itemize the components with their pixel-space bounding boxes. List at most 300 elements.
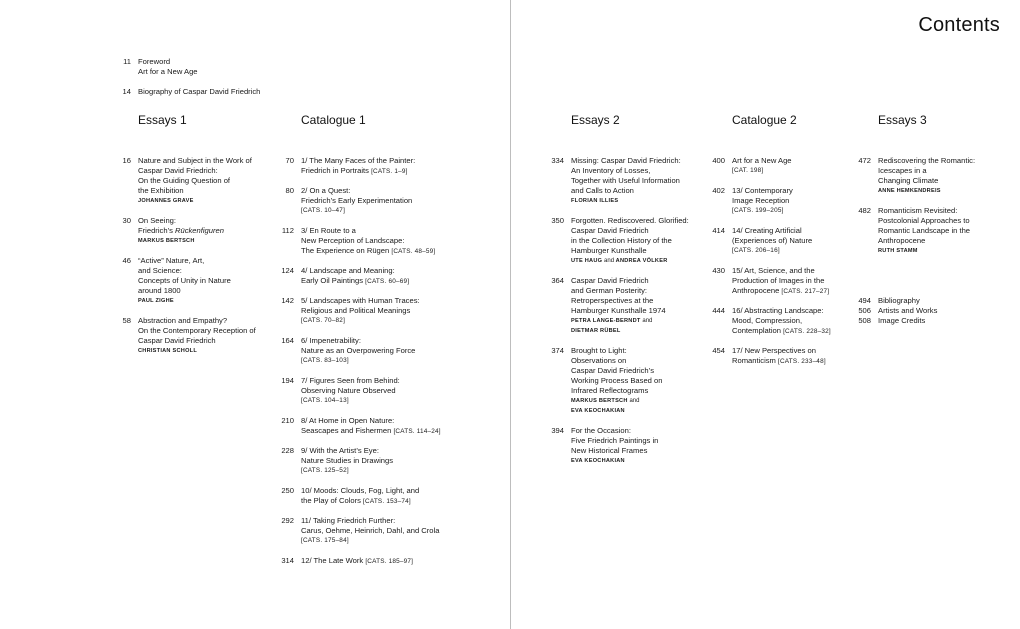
toc-title-text: Changing Climate [878,176,939,185]
catalogue-range: [CATS. 60–69] [365,278,410,285]
toc-entry-title [732,186,793,216]
toc-author-conjunction: and [629,398,640,404]
toc-page-number: 444 [712,306,725,315]
toc-title-text: 6/ Impenetrability: [301,336,361,345]
toc-entry-title [878,156,975,196]
toc-title-text: 10/ Moods: Clouds, Fog, Light, and [301,486,420,495]
toc-title-text: 12/ The Late Work [301,556,366,565]
section-heading-essays2: Essays 2 [571,113,620,127]
toc-page-number: 80 [285,186,294,195]
toc-author [571,406,662,416]
toc-entry[interactable] [694,266,829,297]
toc-title-text: 15/ Art, Science, and the [732,266,815,275]
toc-title-text: Forgotten. Rediscovered. Glorified: [571,216,689,225]
toc-entry-title [732,306,831,337]
toc-entry[interactable] [694,186,793,216]
toc-title-text: (Experiences of) Nature [732,236,813,245]
toc-title-line [571,346,662,356]
toc-title-line [138,276,231,286]
back-matter-entry[interactable] [840,316,925,326]
toc-title-text: On Seeing: [138,216,176,225]
section-heading-essays3: Essays 3 [878,113,927,127]
toc-title-text: Five Friedrich Paintings in [571,436,659,445]
toc-author-name: EVA KEOCHAKIAN [571,458,625,464]
toc-title-line [878,236,970,246]
toc-entry[interactable] [694,156,792,176]
toc-entry[interactable] [263,376,400,406]
toc-title-line [571,156,681,166]
toc-entry[interactable] [263,516,439,546]
toc-entry[interactable] [263,226,435,257]
catalogue-range: [CATS. 228–32] [783,328,831,335]
toc-title-line [138,176,252,186]
toc-author [571,456,658,466]
toc-author-name: FLORIAN ILLIES [571,198,619,204]
toc-title-line [138,216,224,226]
toc-title-text: 7/ Figures Seen from Behind: [301,376,400,385]
toc-title-line [301,526,439,536]
toc-author [878,246,970,256]
toc-title-line [571,356,662,366]
toc-entry-title [878,206,970,256]
toc-title-line [138,226,224,236]
toc-title-line [301,186,412,196]
toc-title-line [301,486,419,496]
toc-title-line [301,306,420,316]
toc-entry-title [301,486,419,507]
toc-page-number: 142 [281,296,294,305]
toc-title-text: The Experience on Rügen [301,246,392,255]
toc-entry[interactable] [694,346,826,367]
toc-page-number: 250 [281,486,294,495]
toc-entry-title [732,226,812,256]
toc-title-line [571,186,681,196]
toc-title-text: and German Posterity: [571,286,647,295]
toc-title-text: Working Process Based on [571,376,663,385]
toc-page-number: 292 [281,516,294,525]
toc-title-line [571,436,658,446]
toc-title-line [571,216,689,226]
toc-title-text: 8/ At Home in Open Nature: [301,416,395,425]
toc-title-text: Hamburger Kunsthalle [571,246,647,255]
toc-title-text: For the Occasion: [571,426,631,435]
toc-entry-title [138,256,231,306]
toc-title-line [571,366,662,376]
toc-title-line [138,156,252,166]
toc-title-text: Friedrich’s Early Experimentation [301,196,413,205]
toc-author [878,186,975,196]
toc-title-text: Art for a New Age [732,156,792,165]
toc-title-line [732,276,829,286]
toc-entry[interactable] [100,156,252,206]
toc-title-text: Friedrich in Portraits [301,166,372,175]
toc-page-number: 58 [122,316,131,325]
toc-page-number: 430 [712,266,725,275]
toc-title-line [138,67,198,77]
toc-page-number: 124 [281,266,294,275]
toc-entry-title [138,216,224,246]
toc-author-name: CHRISTIAN SCHOLL [138,348,198,354]
toc-title-line [732,326,831,337]
toc-entry[interactable] [263,336,415,366]
toc-title-text: Religious and Political Meanings [301,306,411,315]
toc-entry[interactable] [263,556,413,567]
toc-title-line [732,196,793,206]
toc-title-line [301,376,400,386]
toc-entry-title [571,156,681,206]
toc-author-name: EVA KEOCHAKIAN [571,408,625,414]
toc-title-text: Caspar David Friedrich: [138,166,218,175]
toc-page-number: 112 [281,226,294,235]
toc-title-text: Abstraction and Empathy? [138,316,228,325]
toc-title-text: Nature and Subject in the Work of [138,156,252,165]
toc-entry-title: Image Credits [878,316,926,325]
toc-page-number: 506 [858,306,871,315]
toc-title-line [571,296,666,306]
toc-page-number: 14 [122,87,131,96]
toc-entry[interactable] [533,156,681,206]
toc-title-text: 5/ Landscapes with Human Traces: [301,296,420,305]
catalogue-range: [CATS. 153–74] [363,498,411,505]
toc-entry[interactable] [100,256,231,306]
toc-page-number: 394 [551,426,564,435]
toc-title-text: Mood, Compression, [732,316,803,325]
toc-title-line [571,376,662,386]
toc-title-line [878,226,970,236]
toc-author [571,196,681,206]
toc-page-number: 482 [858,206,871,215]
toc-title-line [301,496,419,507]
toc-title-text: “Active” Nature, Art, [138,256,205,265]
toc-title-line [301,556,413,567]
toc-author [571,316,666,326]
toc-title-text: Observing Nature Observed [301,386,396,395]
catalogue-range: [CATS. 1–9] [371,168,408,175]
toc-title-line [732,306,831,316]
catalogue-range: [CAT. 198] [732,167,764,174]
toc-title-text: Contemplation [732,326,784,335]
toc-page-number: 70 [285,156,294,165]
toc-entry-title [301,416,441,437]
toc-entry[interactable] [263,186,412,216]
toc-title-text: 2/ On a Quest: [301,186,351,195]
catalogue-range: [CATS. 199–205] [732,207,784,214]
toc-title-line [732,346,826,356]
toc-title-line [301,226,435,236]
toc-title-line [301,516,439,526]
toc-title-text: and Calls to Action [571,186,634,195]
toc-entry-title [301,156,415,177]
toc-title-line [732,286,829,297]
toc-title-text: Retroperspectives at the [571,296,654,305]
section-heading-catalogue2: Catalogue 2 [732,113,797,127]
toc-title-text: Infrared Reflectograms [571,386,649,395]
toc-title-line [878,176,975,186]
toc-title-line [571,246,689,256]
toc-entry-title [301,296,420,326]
toc-entry-title [138,57,198,77]
toc-title-text: Foreword [138,57,171,66]
toc-entry[interactable] [263,416,441,437]
toc-title-line [732,316,831,326]
toc-title-line [301,166,415,177]
toc-title-text: Carus, Oehme, Heinrich, Dahl, and Crola [301,526,440,535]
toc-entry-title [301,186,412,216]
toc-title-text: Romantic Landscape in the [878,226,971,235]
toc-title-text: Postcolonial Approaches to [878,216,970,225]
toc-entry[interactable] [263,486,419,507]
toc-entry-title [301,556,413,567]
toc-entry[interactable] [694,306,831,337]
toc-title-italic: Rückenfiguren [175,226,224,235]
toc-author [571,326,666,336]
toc-entry[interactable] [840,156,975,196]
toc-author [571,256,689,266]
toc-title-text: 1/ The Many Faces of the Painter: [301,156,416,165]
toc-title-text: Biography of Caspar David Friedrich [138,87,261,96]
toc-title-text: the Play of Colors [301,496,364,505]
toc-entry-title [301,266,409,287]
toc-title-line [732,156,792,166]
toc-page-number: 350 [551,216,564,225]
toc-title-text: Concepts of Unity in Nature [138,276,231,285]
toc-entry-title [138,316,256,356]
toc-entry[interactable] [100,216,224,246]
toc-page-number: 334 [551,156,564,165]
toc-title-line [138,326,256,336]
section-heading-catalogue1: Catalogue 1 [301,113,366,127]
toc-title-line [571,276,666,286]
toc-page-number: 494 [858,296,871,305]
toc-title-text: Hamburger Kunsthalle 1974 [571,306,666,315]
catalogue-range: [CATS. 217–27] [781,288,830,295]
toc-entry[interactable] [694,226,812,256]
toc-title-line [571,426,658,436]
toc-title-line [878,156,975,166]
toc-author [138,236,224,246]
toc-title-text: 14/ Creating Artificial [732,226,802,235]
toc-title-line [571,306,666,316]
toc-title-text: Nature Studies in Drawings [301,456,394,465]
toc-entry-title [301,446,393,476]
toc-title-text: On the Guiding Question of [138,176,231,185]
toc-entry-title [301,336,415,366]
toc-title-text: Together with Useful Information [571,176,680,185]
toc-title-line [732,226,812,236]
toc-entry-title [301,226,435,257]
toc-page-number: 414 [712,226,725,235]
toc-title-text: Seascapes and Fishermen [301,426,394,435]
catalogue-range: [CATS. 175–84] [301,537,349,544]
toc-entry[interactable] [263,446,393,476]
toc-author [138,196,252,206]
front-matter-entry[interactable] [100,57,198,77]
toc-title-line [138,316,256,326]
toc-title-line [571,386,662,396]
toc-page-number: 164 [281,336,294,345]
catalogue-range: [CATS. 10–47] [301,207,346,214]
toc-title-line [138,57,198,67]
toc-title-line [301,456,393,466]
toc-title-line [301,246,435,257]
toc-page-number: 228 [281,446,294,455]
catalogue-range: [CATS. 70–82] [301,317,346,324]
toc-title-line [732,186,793,196]
toc-entry-title [571,216,689,266]
toc-title-text: 9/ With the Artist’s Eye: [301,446,379,455]
toc-title-line [138,286,231,296]
toc-title-line [301,386,400,396]
catalogue-range: [CATS. 114–24] [393,428,441,435]
toc-title-line [138,256,231,266]
toc-title-text: Rediscovering the Romantic: [878,156,976,165]
toc-title-text: 11/ Taking Friedrich Further: [301,516,396,525]
section-heading-essays1: Essays 1 [138,113,187,127]
toc-page-number: 364 [551,276,564,285]
toc-page-number: 400 [712,156,725,165]
toc-title-text: Anthropocene [732,286,782,295]
catalogue-range: [CATS. 83–103] [301,357,349,364]
catalogue-range: [CATS. 206–16] [732,247,780,254]
toc-title-line [138,266,231,276]
toc-title-line [138,87,260,97]
toc-page-number: 454 [712,346,725,355]
toc-title-line [301,266,409,276]
catalogue-range: [CATS. 125–52] [301,467,349,474]
toc-title-line [571,286,666,296]
back-matter-entry[interactable] [840,306,937,316]
toc-title-text: Early Oil Paintings [301,276,366,285]
toc-author-conjunction: and [604,258,615,264]
toc-title-text: 13/ Contemporary [732,186,793,195]
toc-title-text: Missing: Caspar David Friedrich: [571,156,681,165]
toc-entry-title [732,266,829,297]
toc-entry[interactable] [263,266,409,287]
toc-author-name: DIETMAR RÜBEL [571,328,621,334]
toc-author-name: UTE HAUG [571,258,603,264]
toc-title-text: Anthropocene [878,236,926,245]
catalogue-range: [CATS. 233–48] [778,358,826,365]
toc-author-name: PETRA LANGE-BERNDT [571,318,641,324]
toc-title-line [732,236,812,246]
back-matter-entry[interactable] [840,296,920,306]
toc-title-line [732,356,826,367]
toc-page-number: 30 [122,216,131,225]
toc-title-line [301,426,441,437]
toc-title-text: the Exhibition [138,186,184,195]
toc-title-line [301,276,409,287]
toc-entry[interactable] [533,276,666,336]
toc-entry-title [732,156,792,176]
toc-entry[interactable] [840,206,970,256]
toc-author [138,346,256,356]
toc-title-line [571,236,689,246]
toc-title-line [571,176,681,186]
toc-author-name: RUTH STAMM [878,248,918,254]
toc-page-number: 210 [281,416,294,425]
toc-title-text: An Inventory of Losses, [571,166,651,175]
toc-title-text: Caspar David Friedrich [571,276,649,285]
toc-entry-title [571,426,658,466]
toc-author-name: MARKUS BERTSCH [571,398,628,404]
toc-entry[interactable] [533,346,662,416]
toc-author-conjunction: and [642,318,653,324]
toc-entry[interactable] [263,296,420,326]
toc-title-text: and Science: [138,266,182,275]
toc-title-line [878,216,970,226]
toc-title-line [878,206,970,216]
toc-title-text: around 1800 [138,286,181,295]
toc-title-text: Brought to Light: [571,346,627,355]
toc-title-line [301,296,420,306]
toc-title-text: Caspar David Friedrich’s [571,366,654,375]
toc-title-text: New Historical Frames [571,446,648,455]
toc-title-text: Romanticism [732,356,778,365]
toc-title-text: Romanticism Revisited: [878,206,958,215]
page-title: Contents [918,14,1000,36]
toc-title-text: On the Contemporary Reception of [138,326,256,335]
toc-title-text: Production of Images in the [732,276,825,285]
toc-page-number: 46 [122,256,131,265]
toc-author-name: JOHANNES GRAVE [138,198,194,204]
toc-title-text: Image Reception [732,196,790,205]
toc-author [571,396,662,406]
toc-entry-title [571,346,662,416]
toc-title-text: Art for a New Age [138,67,198,76]
toc-author-name: ANNE HEMKENDREIS [878,188,941,194]
toc-author [138,296,231,306]
toc-title-text: 16/ Abstracting Landscape: [732,306,824,315]
catalogue-range: [CATS. 48–59] [391,248,436,255]
toc-title-line [301,416,441,426]
toc-page-number: 472 [858,156,871,165]
toc-title-line [301,336,415,346]
toc-author-name: PAUL ZIGHE [138,298,174,304]
toc-title-line [571,226,689,236]
toc-page-number: 194 [281,376,294,385]
toc-title-text: Icescapes in a [878,166,927,175]
toc-entry-title [138,156,252,206]
toc-title-text: Observations on [571,356,627,365]
catalogue-range: [CATS. 185–97] [365,558,414,565]
toc-entry[interactable] [533,216,689,266]
toc-page-number: 402 [712,186,725,195]
toc-entry-title: Bibliography [878,296,920,305]
toc-title-line [138,336,256,346]
toc-entry[interactable] [533,426,658,466]
toc-entry-title [301,376,400,406]
toc-entry-title [301,516,439,546]
toc-title-text: in the Collection History of the [571,236,672,245]
toc-title-text: Caspar David Friedrich [138,336,216,345]
toc-entry-title [732,346,826,367]
toc-entry-title: Artists and Works [878,306,938,315]
toc-entry[interactable] [100,316,256,356]
toc-title-line [138,166,252,176]
toc-title-line [301,196,412,206]
toc-page-number: 16 [122,156,131,165]
toc-title-line [138,186,252,196]
front-matter-entry[interactable] [100,87,260,97]
toc-author-name: ANDREA VÖLKER [615,258,668,264]
toc-page-number: 314 [281,556,294,565]
toc-title-line [571,446,658,456]
toc-entry-title [571,276,666,336]
toc-entry[interactable] [263,156,415,177]
toc-title-text: New Perception of Landscape: [301,236,405,245]
toc-title-text: 4/ Landscape and Meaning: [301,266,395,275]
toc-title-line [878,166,975,176]
